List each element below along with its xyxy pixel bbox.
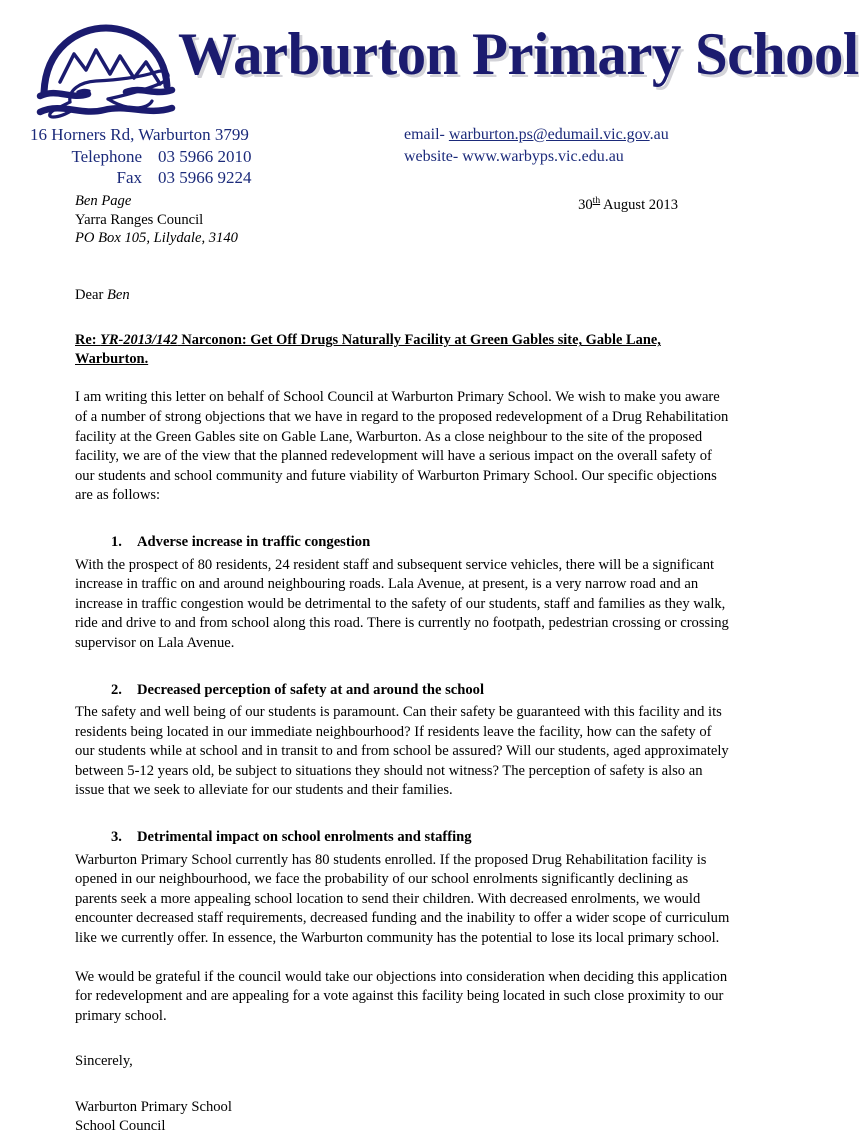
date-rest: August 2013 (600, 196, 678, 213)
salutation-greeting: Dear (75, 286, 108, 303)
objection-number-3: 3. (111, 829, 122, 846)
objection-title-3: Detrimental impact on school enrolments and staffing (137, 829, 472, 846)
signature-line-1: Warburton Primary School (75, 1099, 232, 1115)
contact-left-block (30, 124, 252, 189)
objection-heading-3 (75, 828, 730, 848)
school-address: 16 Horners Rd, Warburton 3799 (30, 125, 249, 144)
contact-details (0, 118, 796, 187)
email-row (404, 124, 669, 146)
signature-block (75, 1098, 730, 1135)
fax-label: Fax (116, 168, 142, 187)
signature-line-2: School Council (75, 1117, 166, 1134)
closing-paragraph: We would be grateful if the council would take our objections into consideration when deciding this application for redevelopment and are appealing for a vote against this facility being located in such close proximity to our primary school. (75, 968, 728, 1024)
telephone-value: 03 5966 2010 (158, 146, 252, 166)
email-label: email- (404, 126, 445, 143)
recipient-organisation: Yarra Ranges Council (75, 211, 204, 228)
telephone-label: Telephone (71, 146, 142, 166)
date-ordinal: th (592, 195, 601, 206)
objection-number-2: 2. (111, 681, 122, 698)
subject-line (75, 331, 730, 369)
letter-body (0, 192, 796, 1135)
objection-body-3: Warburton Primary School currently has 80 students enrolled. If the proposed Drug Rehabilitation facility is opened in our neighbourhood, we face the probability of our school enrolments significantly declining as parents seek a more appealing school location to send their children. With decreased enrolments, we would encounter decreased staff requirements, decreased funding and the inability to offer a wider scope of curriculum like we currently offer. In essence, the Warburton community has the potential to lose its local primary school. (75, 851, 730, 947)
email-address-tail: .au (649, 126, 669, 143)
contact-right-block (404, 124, 669, 167)
objection-body-2: The safety and well being of our students is paramount. Can their safety be guaranteed with this facility and its residents being located in our immediate neighbourhood? If residents leave the facility, how can the safety of our students while at school and in transit to and from school be assured? Will our students, aged approximately between 5-12 years old, be subject to situations they should not witness? The perception of safety is also an issue that we seek to alleviate for our students and their families. (75, 704, 729, 799)
salutation-name: Ben (107, 286, 130, 303)
website-label: website- (404, 147, 459, 165)
letterhead (0, 0, 859, 118)
email-address-link[interactable]: warburton.ps@edumail.vic.gov (448, 126, 650, 143)
recipient-name: Ben Page (75, 193, 132, 209)
recipient-address: PO Box 105, Lilydale, 3140 (75, 230, 238, 247)
subject-prefix: Re: (75, 332, 101, 349)
objection-heading-1 (75, 533, 730, 553)
website-row (404, 146, 669, 168)
objection-title-2: Decreased perception of safety at and around the school (137, 681, 484, 698)
objection-title-1: Adverse increase in traffic congestion (137, 533, 371, 550)
objection-number-1: 1. (111, 533, 122, 550)
salutation (75, 286, 730, 306)
objection-heading-2 (75, 681, 730, 701)
date-day: 30 (578, 196, 593, 213)
recipient-block (75, 192, 730, 248)
objection-body-1: With the prospect of 80 residents, 24 resident staff and subsequent service vehicles, there will be a significant increase in traffic on and around neighbouring roads. Lala Avenue, at present, is a very narrow road and an increase in traffic congestion would be detrimental to the safety of our students, staff and families as they walk, ride and drive to and from school along this road. There is currently no footpath, pedestrian crossing or crossing supervisor on Lala Avenue. (75, 556, 729, 651)
sign-off: Sincerely, (75, 1053, 133, 1070)
website-address-link[interactable]: www.warbyps.vic.edu.au (462, 147, 624, 165)
letter-date (578, 192, 678, 214)
page-title: Warburton Primary School (178, 21, 859, 87)
school-logo (34, 20, 176, 118)
subject-reference: YR-2013/142 (100, 332, 178, 349)
telephone-row (30, 146, 252, 168)
subject-rest: Narconon: Get Off Drugs Naturally Facility at Green Gables site, Gable Lane, Warburton. (75, 332, 661, 368)
intro-paragraph: I am writing this letter on behalf of School Council at Warburton Primary School. We wish to make you aware of a number of strong objections that we have in regard to the proposed redevelopment of a Drug Rehabilitation facility at the Green Gables site on Gable Lane, Warburton. As a close neighbour to the site of the proposed facility, we are of the view that the planned redevelopment will have a serious impact on the overall safety of our students and school community and future viability of Warburton Primary School. Our specific objections are as follows: (75, 389, 729, 504)
fax-value: 03 5966 9224 (158, 168, 252, 187)
fax-row (30, 167, 252, 189)
